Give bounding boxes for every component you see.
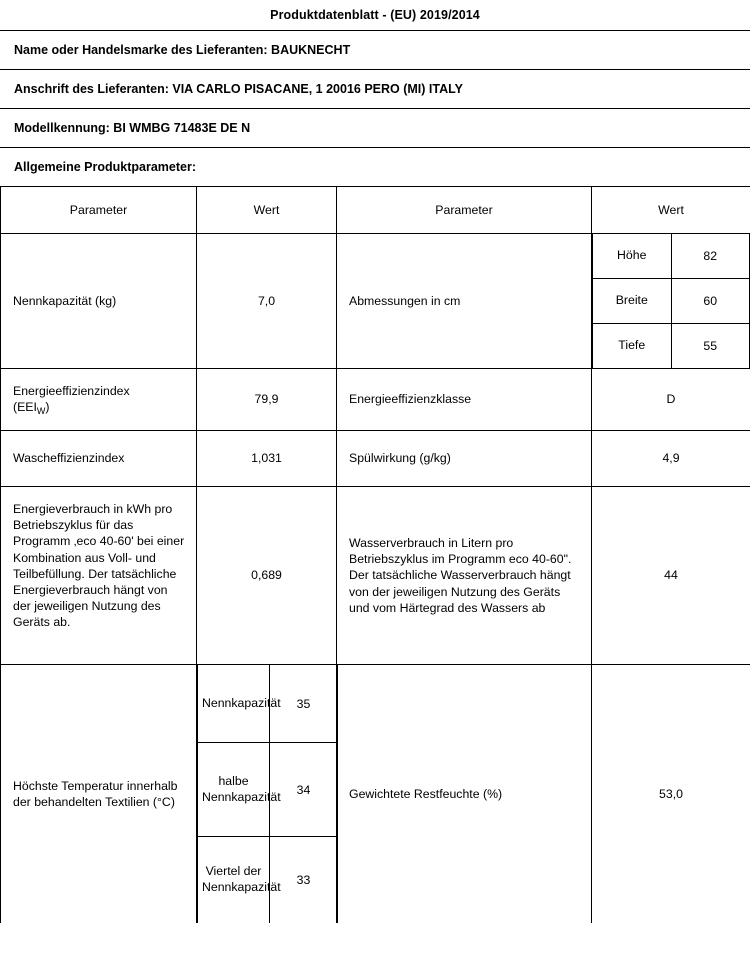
table-row bbox=[198, 665, 338, 743]
table-row bbox=[1, 430, 750, 486]
table-row bbox=[1, 664, 750, 923]
rinsing-effectiveness-value: 4,9 bbox=[592, 430, 750, 486]
dimension-height-value: 82 bbox=[671, 234, 750, 278]
temp-quarter-load-label: Viertel der Nennkapazität bbox=[198, 837, 270, 923]
eei-label-line2: (EEI bbox=[13, 400, 37, 415]
energy-consumption-value: 0,689 bbox=[197, 486, 337, 664]
washing-efficiency-index-label: Wascheffizienzindex bbox=[1, 430, 197, 486]
residual-moisture-label: Gewichtete Restfeuchte (%) bbox=[337, 664, 592, 923]
energy-consumption-label: Energieverbrauch in kWh pro Betriebszyklus für das Programm ‚eco 40-60' bei einer Kombination aus Voll- und Teilbefüllung. Der tatsächliche Energieverbrauch hängt von der jeweiligen Nutzung des Geräts ab. bbox=[1, 486, 197, 664]
eei-label-line1: Energieeffizienzindex bbox=[13, 384, 130, 399]
column-header-parameter-right: Parameter bbox=[337, 187, 592, 234]
energy-efficiency-index-label bbox=[1, 368, 197, 430]
dimensions-label: Abmessungen in cm bbox=[337, 234, 592, 369]
table-header-row bbox=[1, 187, 750, 234]
residual-moisture-value: 53,0 bbox=[592, 664, 750, 923]
rated-capacity-value: 7,0 bbox=[197, 234, 337, 369]
table-row bbox=[593, 234, 750, 278]
supplier-name-row: Name oder Handelsmarke des Lieferanten: BAUKNECHT bbox=[0, 30, 750, 69]
max-temperature-subgroup bbox=[197, 664, 337, 923]
dimension-width-value: 60 bbox=[671, 278, 750, 323]
max-temperature-subtable bbox=[197, 665, 338, 923]
model-identifier-row: Modellkennung: BI WMBG 71483E DE N bbox=[0, 108, 750, 147]
rated-capacity-label: Nennkapazität (kg) bbox=[1, 234, 197, 369]
dimensions-subtable bbox=[592, 234, 750, 368]
max-temperature-label: Höchste Temperatur innerhalb der behandelten Textilien (°C) bbox=[1, 664, 197, 923]
supplier-address-row: Anschrift des Lieferanten: VIA CARLO PISACANE, 1 20016 PERO (MI) ITALY bbox=[0, 69, 750, 108]
table-row bbox=[198, 743, 338, 837]
dimension-height-label: Höhe bbox=[593, 234, 672, 278]
table-row bbox=[198, 837, 338, 923]
table-row bbox=[593, 278, 750, 323]
temp-half-load-label: halbe Nennkapazität bbox=[198, 743, 270, 837]
column-header-value-left: Wert bbox=[197, 187, 337, 234]
table-row bbox=[593, 323, 750, 367]
column-header-value-right: Wert bbox=[592, 187, 750, 234]
table-row bbox=[1, 486, 750, 664]
product-parameters-table bbox=[0, 187, 750, 923]
washing-efficiency-index-value: 1,031 bbox=[197, 430, 337, 486]
eei-label-subscript: W bbox=[36, 406, 46, 417]
rinsing-effectiveness-label: Spülwirkung (g/kg) bbox=[337, 430, 592, 486]
temp-quarter-load-value: 33 bbox=[270, 837, 338, 923]
column-header-parameter-left: Parameter bbox=[1, 187, 197, 234]
energy-efficiency-class-label: Energieeffizienzklasse bbox=[337, 368, 592, 430]
dimension-depth-value: 55 bbox=[671, 323, 750, 367]
dimensions-value-group bbox=[592, 234, 750, 369]
water-consumption-label: Wasserverbrauch in Litern pro Betriebszyklus im Programm eco 40-60". Der tatsächliche Wasserverbrauch hängt von der jeweiligen Nutzung des Geräts und vom Härtegrad des Wassers ab bbox=[337, 486, 592, 664]
page-title: Produktdatenblatt - (EU) 2019/2014 bbox=[270, 8, 480, 22]
eei-label-line3: ) bbox=[45, 400, 50, 415]
energy-efficiency-class-value: D bbox=[592, 368, 750, 430]
temp-full-load-value: 35 bbox=[270, 665, 338, 743]
temp-full-load-label: Nennkapazität bbox=[198, 665, 270, 743]
table-row bbox=[1, 234, 750, 369]
temp-half-load-value: 34 bbox=[270, 743, 338, 837]
table-row bbox=[1, 368, 750, 430]
energy-efficiency-index-value: 79,9 bbox=[197, 368, 337, 430]
dimension-width-label: Breite bbox=[593, 278, 672, 323]
dimension-depth-label: Tiefe bbox=[593, 323, 672, 367]
general-parameters-heading: Allgemeine Produktparameter: bbox=[0, 147, 750, 187]
water-consumption-value: 44 bbox=[592, 486, 750, 664]
